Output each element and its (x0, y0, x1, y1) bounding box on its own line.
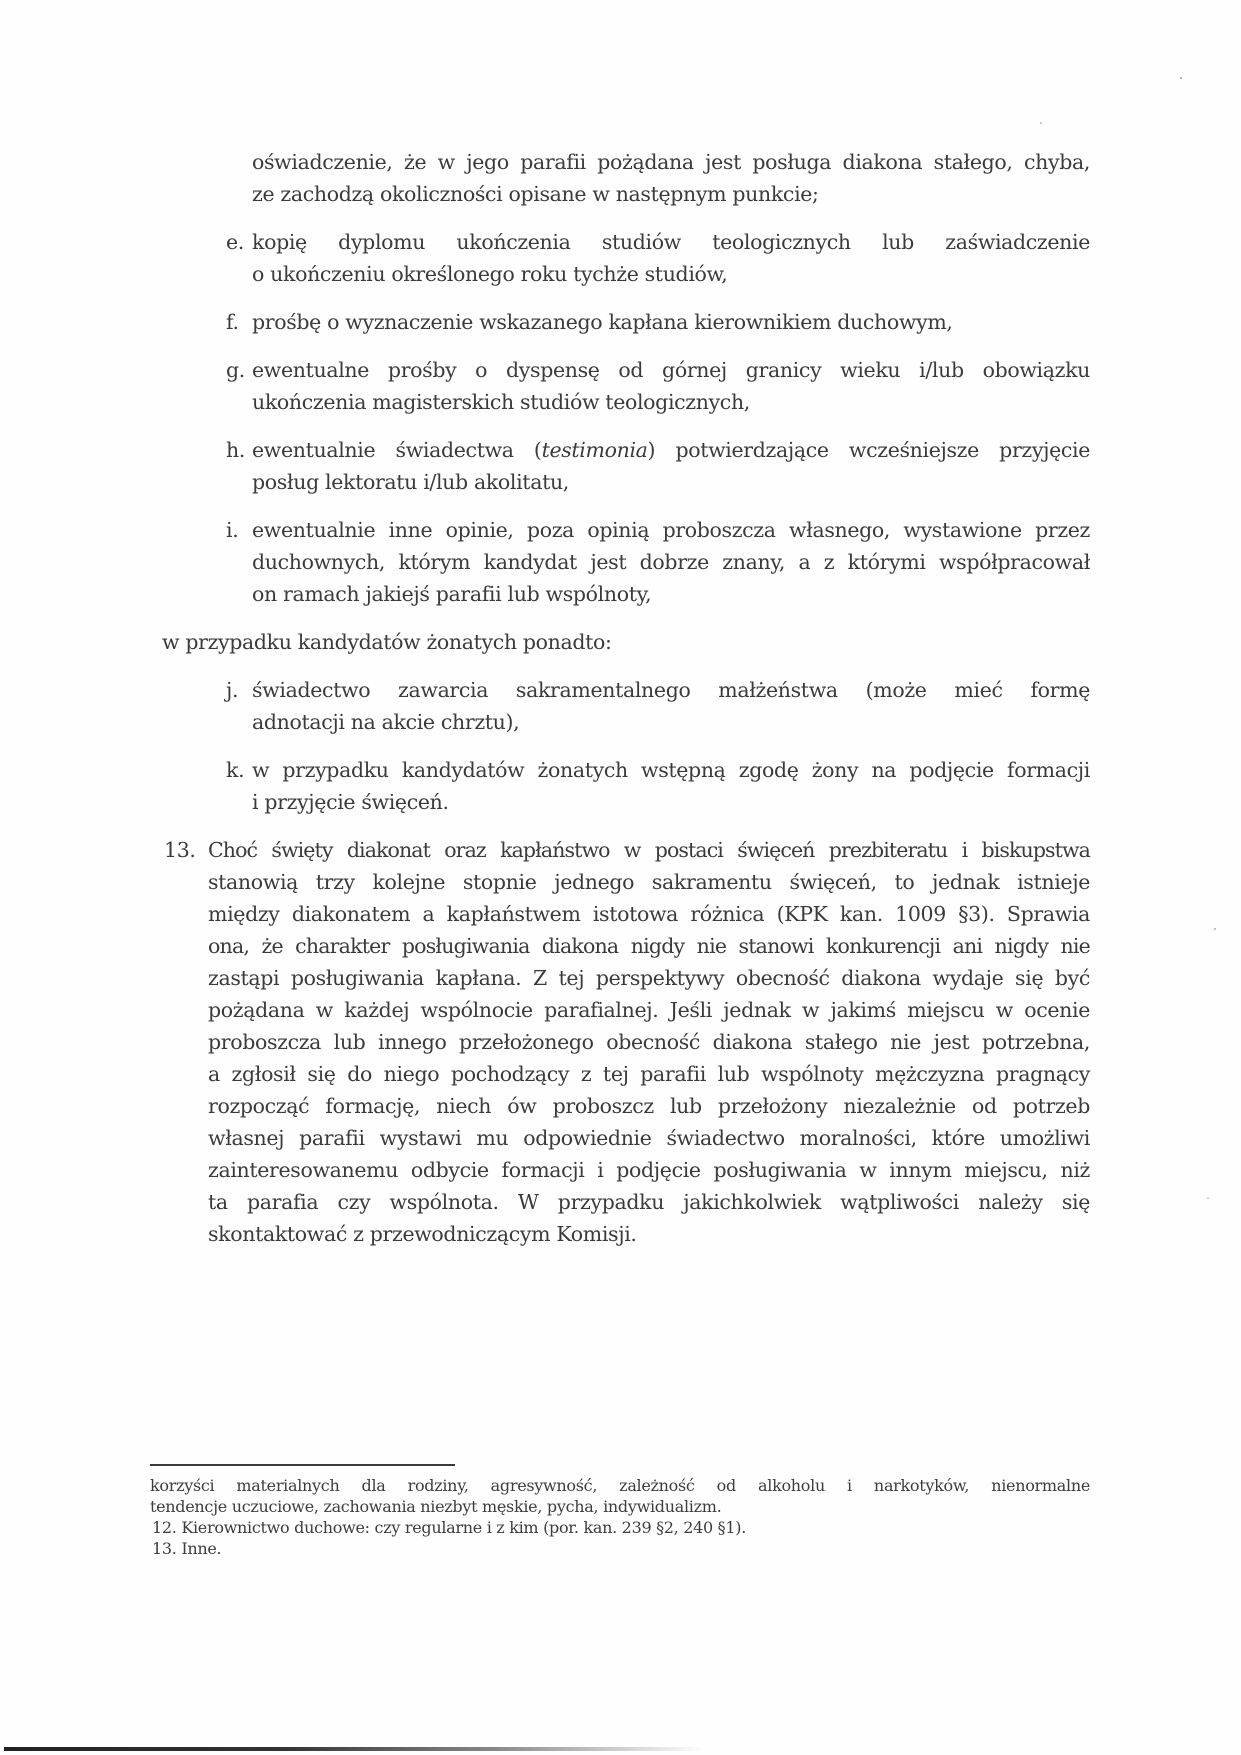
list-item-label-k: k. (226, 758, 245, 782)
section-13-line (208, 1186, 1090, 1218)
text-line: Choć święty diakonat oraz kapłaństwo w postaci święceń prezbiteratu i biskupstwa (208, 838, 1090, 862)
list-item-label-i: i. (226, 518, 239, 542)
list-item-label-j: j. (226, 678, 239, 702)
text-span: ) potwierdzające wcześniejsze przyjęcie (647, 438, 1090, 462)
italic-term: testimonia (541, 438, 648, 462)
scan-speck (1180, 77, 1182, 79)
list-item-i-line (252, 514, 1090, 546)
text-line: między diakonatem a kapłaństwem istotowa różnica (KPK kan. 1009 §3). Sprawia (208, 902, 1090, 926)
list-item-k-line (252, 754, 1090, 786)
section-13-line: skontaktować z przewodniczącym Komisji. (208, 1222, 637, 1246)
text-line: proboszcza lub innego przełożonego obecność diakona stałego nie jest potrzebna, (208, 1030, 1090, 1054)
married-candidates-intro: w przypadku kandydatów żonatych ponadto: (162, 630, 612, 654)
scan-speck (1214, 928, 1216, 930)
list-item-h-line (252, 434, 1090, 466)
section-13-line (208, 994, 1090, 1026)
list-item-g-line (252, 354, 1090, 386)
scan-edge-bar (4, 1747, 704, 1751)
continuation-line (252, 146, 1090, 178)
text-line (252, 434, 1090, 466)
text-line: duchownych, którym kandydat jest dobrze znany, a z którymi współpracował (252, 550, 1090, 574)
text-line: ewentualnie inne opinie, poza opinią proboszcza własnego, wystawione przez (252, 518, 1090, 542)
text-line: rozpocząć formację, niech ów proboszcz lub przełożony niezależnie od potrzeb (208, 1094, 1090, 1118)
section-13-line (208, 898, 1090, 930)
footnote-item-13: 13. Inne. (152, 1539, 222, 1558)
list-item-j-line: adnotacji na akcie chrztu), (252, 710, 520, 734)
list-item-g-line: ukończenia magisterskich studiów teologicznych, (252, 390, 750, 414)
text-line: świadectwo zawarcia sakramentalnego małżeństwa (może mieć formę (252, 678, 1090, 702)
text-line: zainteresowanemu odbycie formacji i podjęcie posługiwania w innym miejscu, niż (208, 1158, 1090, 1182)
list-item-label-e: e. (226, 230, 244, 254)
section-13-line (208, 1090, 1090, 1122)
list-item-e-line: o ukończeniu określonego roku tychże studiów, (252, 262, 728, 286)
list-item-label-f: f. (226, 310, 239, 334)
text-line: korzyści materialnych dla rodziny, agresywność, zależność od alkoholu i narkotyków, nienormalne (150, 1476, 1090, 1495)
list-item-k-line: i przyjęcie święceń. (252, 790, 449, 814)
text-line: kopię dyplomu ukończenia studiów teologicznych lub zaświadczenie (252, 230, 1090, 254)
text-line: pożądana w każdej wspólnocie parafialnej. Jeśli jednak w jakimś miejscu w ocenie (208, 998, 1090, 1022)
footnote-separator (150, 1464, 455, 1466)
list-item-e-line (252, 226, 1090, 258)
list-item-label-h: h. (226, 438, 246, 462)
section-13-line (208, 1026, 1090, 1058)
section-13-line (208, 962, 1090, 994)
text-line: ta parafia czy wspólnota. W przypadku jakichkolwiek wątpliwości należy się (208, 1190, 1090, 1214)
text-line: stanowią trzy kolejne stopnie jednego sakramentu święceń, to jednak istnieje (208, 870, 1090, 894)
text-span: ewentualnie świadectwa ( (252, 438, 542, 462)
continuation-line: ze zachodzą okoliczności opisane w następnym punkcie; (252, 182, 819, 206)
list-item-j-line (252, 674, 1090, 706)
section-13-line (208, 866, 1090, 898)
list-item-i-line: on ramach jakiejś parafii lub wspólnoty, (252, 582, 652, 606)
footnote-continuation-line (150, 1476, 1090, 1496)
section-13-number: 13. (164, 838, 196, 862)
list-item-h-line: posług lektoratu i/lub akolitatu, (252, 470, 569, 494)
text-line: ona, że charakter posługiwania diakona nigdy nie stanowi konkurencji ani nigdy nie (208, 934, 1090, 958)
section-13-line (208, 930, 1090, 962)
list-item-label-g: g. (226, 358, 245, 382)
text-line: ewentualne prośby o dyspensę od górnej granicy wieku i/lub obowiązku (252, 358, 1090, 382)
text-line: zastąpi posługiwania kapłana. Z tej perspektywy obecność diakona wydaje się być (208, 966, 1090, 990)
list-item-i-line (252, 546, 1090, 578)
footnote-item-12: 12. Kierownictwo duchowe: czy regularne i z kim (por. kan. 239 §2, 240 §1). (152, 1518, 746, 1537)
section-13-line (208, 1058, 1090, 1090)
scan-speck (1040, 122, 1042, 124)
text-line: oświadczenie, że w jego parafii pożądana jest posługa diakona stałego, chyba, (252, 150, 1090, 174)
section-13-line (208, 1154, 1090, 1186)
footnote-continuation-line: tendencje uczuciowe, zachowania niezbyt męskie, pycha, indywidualizm. (150, 1497, 722, 1516)
section-13-line (208, 1122, 1090, 1154)
list-item-f-line: prośbę o wyznaczenie wskazanego kapłana kierownikiem duchowym, (252, 310, 953, 334)
text-line: w przypadku kandydatów żonatych wstępną zgodę żony na podjęcie formacji (252, 758, 1090, 782)
text-line: a zgłosił się do niego pochodzący z tej parafii lub wspólnoty mężczyzna pragnący (208, 1062, 1090, 1086)
section-13-line (208, 834, 1090, 866)
scan-speck (1207, 1197, 1209, 1199)
text-line: własnej parafii wystawi mu odpowiednie świadectwo moralności, które umożliwi (208, 1126, 1090, 1150)
